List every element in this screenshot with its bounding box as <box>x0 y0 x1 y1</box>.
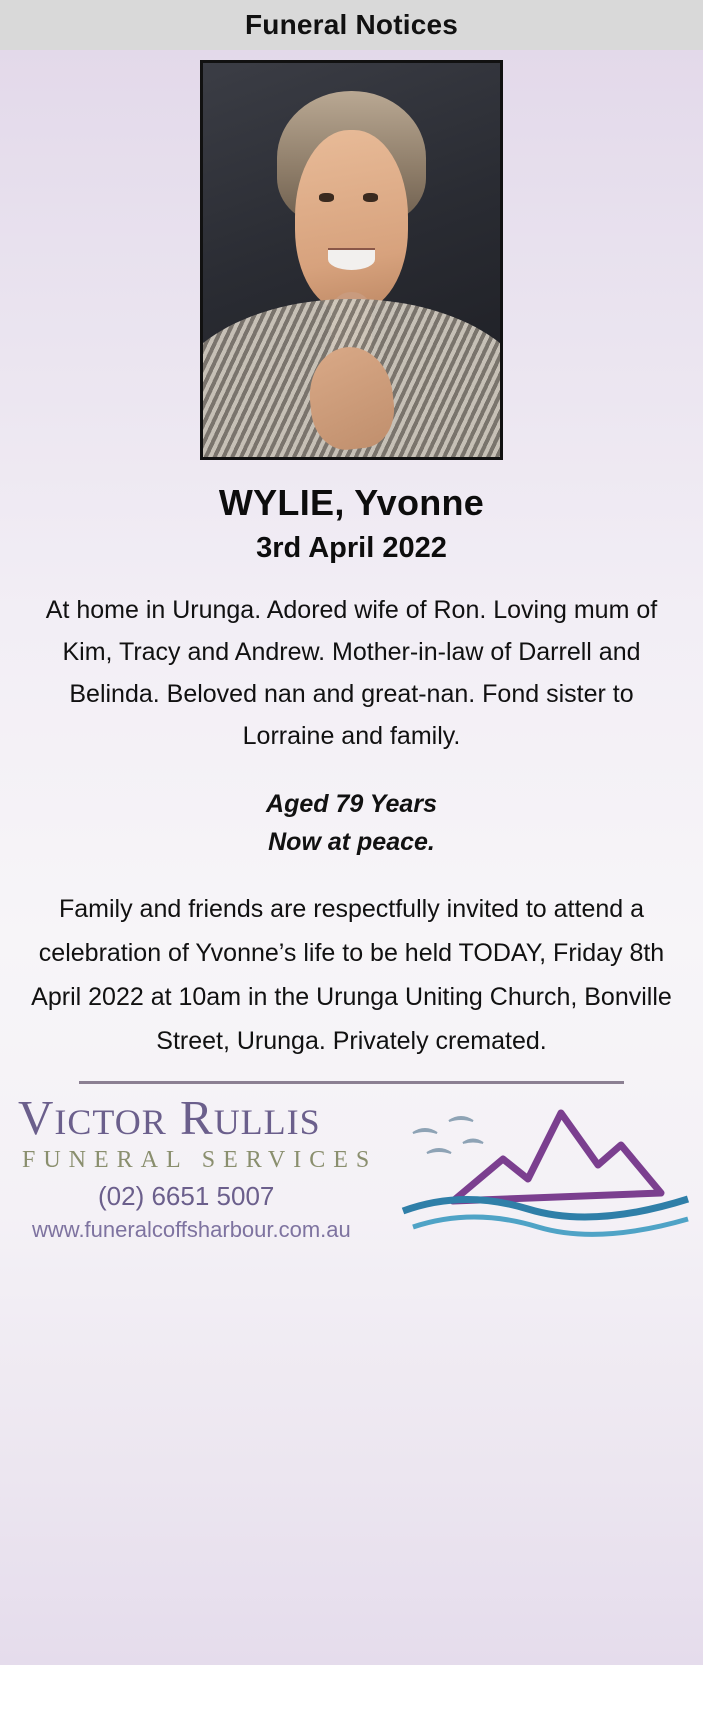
portrait-smile <box>328 248 376 270</box>
logo-name-ullis: ULLIS <box>213 1102 321 1142</box>
deceased-date: 3rd April 2022 <box>256 532 447 564</box>
portrait-photograph <box>203 63 500 457</box>
aged-block <box>0 785 703 861</box>
portrait-eye-left <box>319 193 334 202</box>
page-title: Funeral Notices <box>244 9 459 40</box>
funeral-home-logo <box>0 1081 703 1261</box>
service-invitation: Family and friends are respectfully invited to attend a celebration of Yvonne’s life to be held TODAY, Friday 8th April 2022 at 10am in the Urunga Uniting Church, Bonville Street, Urunga. Privately cremated. <box>31 895 672 1055</box>
now-at-peace: Now at peace. <box>268 828 435 856</box>
logo-name-ictor: ICTOR <box>54 1102 167 1142</box>
portrait-face <box>295 130 408 311</box>
logo-company-name <box>18 1089 321 1146</box>
notice-card <box>0 50 703 1665</box>
logo-name-v: V <box>18 1090 55 1145</box>
aged-years: Aged 79 Years <box>266 790 437 818</box>
notice-body: At home in Urunga. Adored wife of Ron. Loving mum of Kim, Tracy and Andrew. Mother-in-law of Darrell and Belinda. Beloved nan and great-nan. Fond sister to Lorraine and family. <box>45 596 658 750</box>
logo-name-r: R <box>180 1090 214 1145</box>
portrait-eye-right <box>363 193 378 202</box>
logo-phone[interactable]: (02) 6651 5007 <box>98 1181 275 1211</box>
deceased-name: WYLIE, Yvonne <box>218 482 485 523</box>
portrait-frame <box>200 60 503 460</box>
page-header <box>0 0 703 50</box>
logo-website[interactable]: www.funeralcoffsharbour.com.au <box>32 1217 351 1242</box>
logo-subtitle: FUNERAL SERVICES <box>22 1147 378 1173</box>
logo-divider <box>79 1081 624 1084</box>
mountains-and-waves-icon <box>393 1093 693 1243</box>
